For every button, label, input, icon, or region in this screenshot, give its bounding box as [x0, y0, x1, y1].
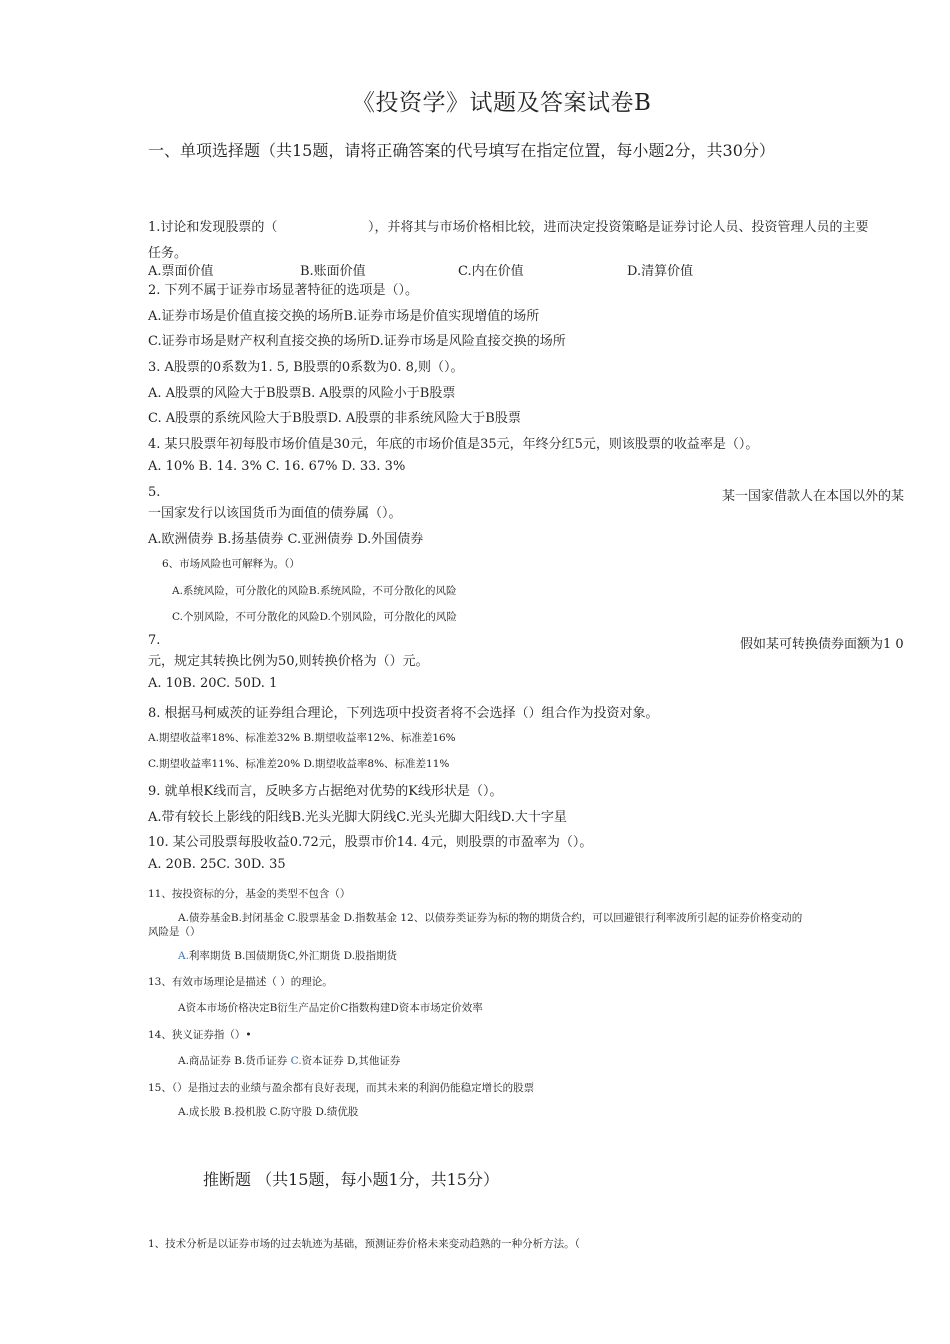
q1-option-a: A.票面价值	[148, 264, 214, 279]
q5-stem-right: 某一国家借款人在本国以外的某	[722, 489, 905, 504]
q12-options-text: 利率期货 B.国债期货C,外汇期货 D.股指期货	[188, 950, 398, 962]
q6-options-line1: A.系统风险，可分散化的风险B.系统风险，不可分散化的风险	[172, 585, 457, 597]
judgement-q1: 1、技术分析是以证券市场的过去轨迹为基础，预测证券价格未来变动趋熟的一种分析方法。（	[148, 1238, 580, 1250]
q1-stem-part3: 任务。	[148, 246, 188, 261]
q7-options: A. 10B. 20C. 50D. 1	[148, 676, 278, 691]
q14-stem: 14、狭义证券指（）•	[148, 1029, 252, 1041]
q14-options-cd: 资本证券 D,其他证券	[301, 1055, 401, 1067]
q9-options: A.带有较长上影线的阳线B.光头光脚大阴线C.光头光脚大阳线D.大十字星	[148, 810, 567, 825]
q11-options-q12-stem: A.债券基金B.封闭基金 C.股票基金 D.指数基金 12、以债券类证券为标的物的期货合约，可以回避银行利率波所引起的证券价格变动的	[178, 912, 803, 924]
q11-stem: 11、按投资标的分，基金的类型不包含（）	[148, 888, 351, 900]
q10-stem: 10. 某公司股票每股收益0.72元，股票市价14. 4元，则股票的市盈率为（）。	[148, 835, 593, 850]
q6-stem: 6、市场风险也可解释为。（）	[162, 558, 300, 570]
q8-stem: 8. 根据马柯威茨的证券组合理论，下列选项中投资者将不会选择（）组合作为投资对象。	[148, 706, 659, 721]
q2-stem: 2. 下列不属于证券市场显著特征的选项是（）。	[148, 283, 419, 298]
q9-stem: 9. 就单根K线而言，反映多方占据绝对优势的K线形状是（）。	[148, 784, 503, 799]
q7-stem-right: 假如某可转换债券面额为1 0	[740, 637, 904, 652]
q7-stem-continued: 元，规定其转换比例为50,则转换价格为（）元。	[148, 654, 429, 669]
q6-options-line2: C.个别风险，不可分散化的风险D.个别风险，可分散化的风险	[172, 611, 457, 623]
q12-options	[178, 948, 397, 963]
q5-number: 5.	[148, 485, 161, 500]
q13-options: A资本市场价格决定B衍生产品定价C指数构建D资本市场定价效率	[178, 1002, 483, 1014]
q3-options-line1: A. A股票的风险大于B股票B. A股票的风险小于B股票	[148, 386, 456, 401]
q8-options-line1: A.期望收益率18%、标准差32% B.期望收益率12%、标准差16%	[148, 732, 456, 744]
q5-options: A.欧洲债券 B.扬基债券 C.亚洲债券 D.外国债券	[148, 532, 424, 547]
q7-number: 7.	[148, 633, 161, 648]
q4-options: A. 10% B. 14. 3% C. 16. 67% D. 33. 3%	[148, 459, 406, 474]
q14-option-c-letter: C.	[290, 1055, 302, 1067]
page-title: 《投资学》试题及答案试卷B	[352, 90, 652, 116]
q1-stem-part2: ），并将其与市场价格相比较，进而决定投资策略是证券讨论人员、投资管理人员的主要	[368, 220, 869, 235]
q2-options-line1: A.证券市场是价值直接交换的场所B.证券市场是价值实现增值的场所	[148, 309, 540, 324]
q15-options: A.成长股 B.投机股 C.防守股 D.绩优股	[178, 1106, 359, 1118]
q1-option-b: B.账面价值	[300, 264, 366, 279]
q2-options-line2: C.证券市场是财产权利直接交换的场所D.证券市场是风险直接交换的场所	[148, 334, 566, 349]
q1-option-d: D.清算价值	[627, 264, 694, 279]
q12-option-a-letter: A.	[178, 950, 189, 962]
q8-options-line2: C.期望收益率11%、标准差20% D.期望收益率8%、标准差11%	[148, 758, 450, 770]
q3-stem: 3. A股票的0系数为1. 5, B股票的0系数为0. 8,则（）。	[148, 360, 464, 375]
q14-options-ab: A.商品证券 B.货币证券	[178, 1055, 291, 1067]
q4-stem: 4. 某只股票年初每股市场价值是30元，年底的市场价值是35元，年终分红5元，则该股票的收益率是（）。	[148, 437, 759, 452]
q10-options: A. 20B. 25C. 30D. 35	[148, 857, 286, 872]
q5-stem-continued: 一国家发行以该国货币为面值的债券属（）。	[148, 506, 402, 521]
q14-options	[178, 1053, 400, 1068]
q1-option-c: C.内在价值	[458, 264, 524, 279]
section-heading-true-false: 推断题 （共15题，每小题1分，共15分）	[203, 1170, 499, 1189]
section-heading-single-choice: 一、单项选择题（共15题，请将正确答案的代号填写在指定位置，每小题2分，共30分）	[148, 141, 775, 160]
q13-stem: 13、有效市场理论是描述（ ）的理论。	[148, 976, 333, 988]
q1-stem-part1: 1.讨论和发现股票的（	[148, 220, 278, 235]
q15-stem: 15、（）是指过去的业绩与盈余都有良好表现，而其未来的利润仍能稳定增长的股票	[148, 1082, 535, 1094]
q12-stem-continued: 风险是（）	[148, 926, 201, 938]
q3-options-line2: C. A股票的系统风险大于B股票D. A股票的非系统风险大于B股票	[148, 411, 521, 426]
